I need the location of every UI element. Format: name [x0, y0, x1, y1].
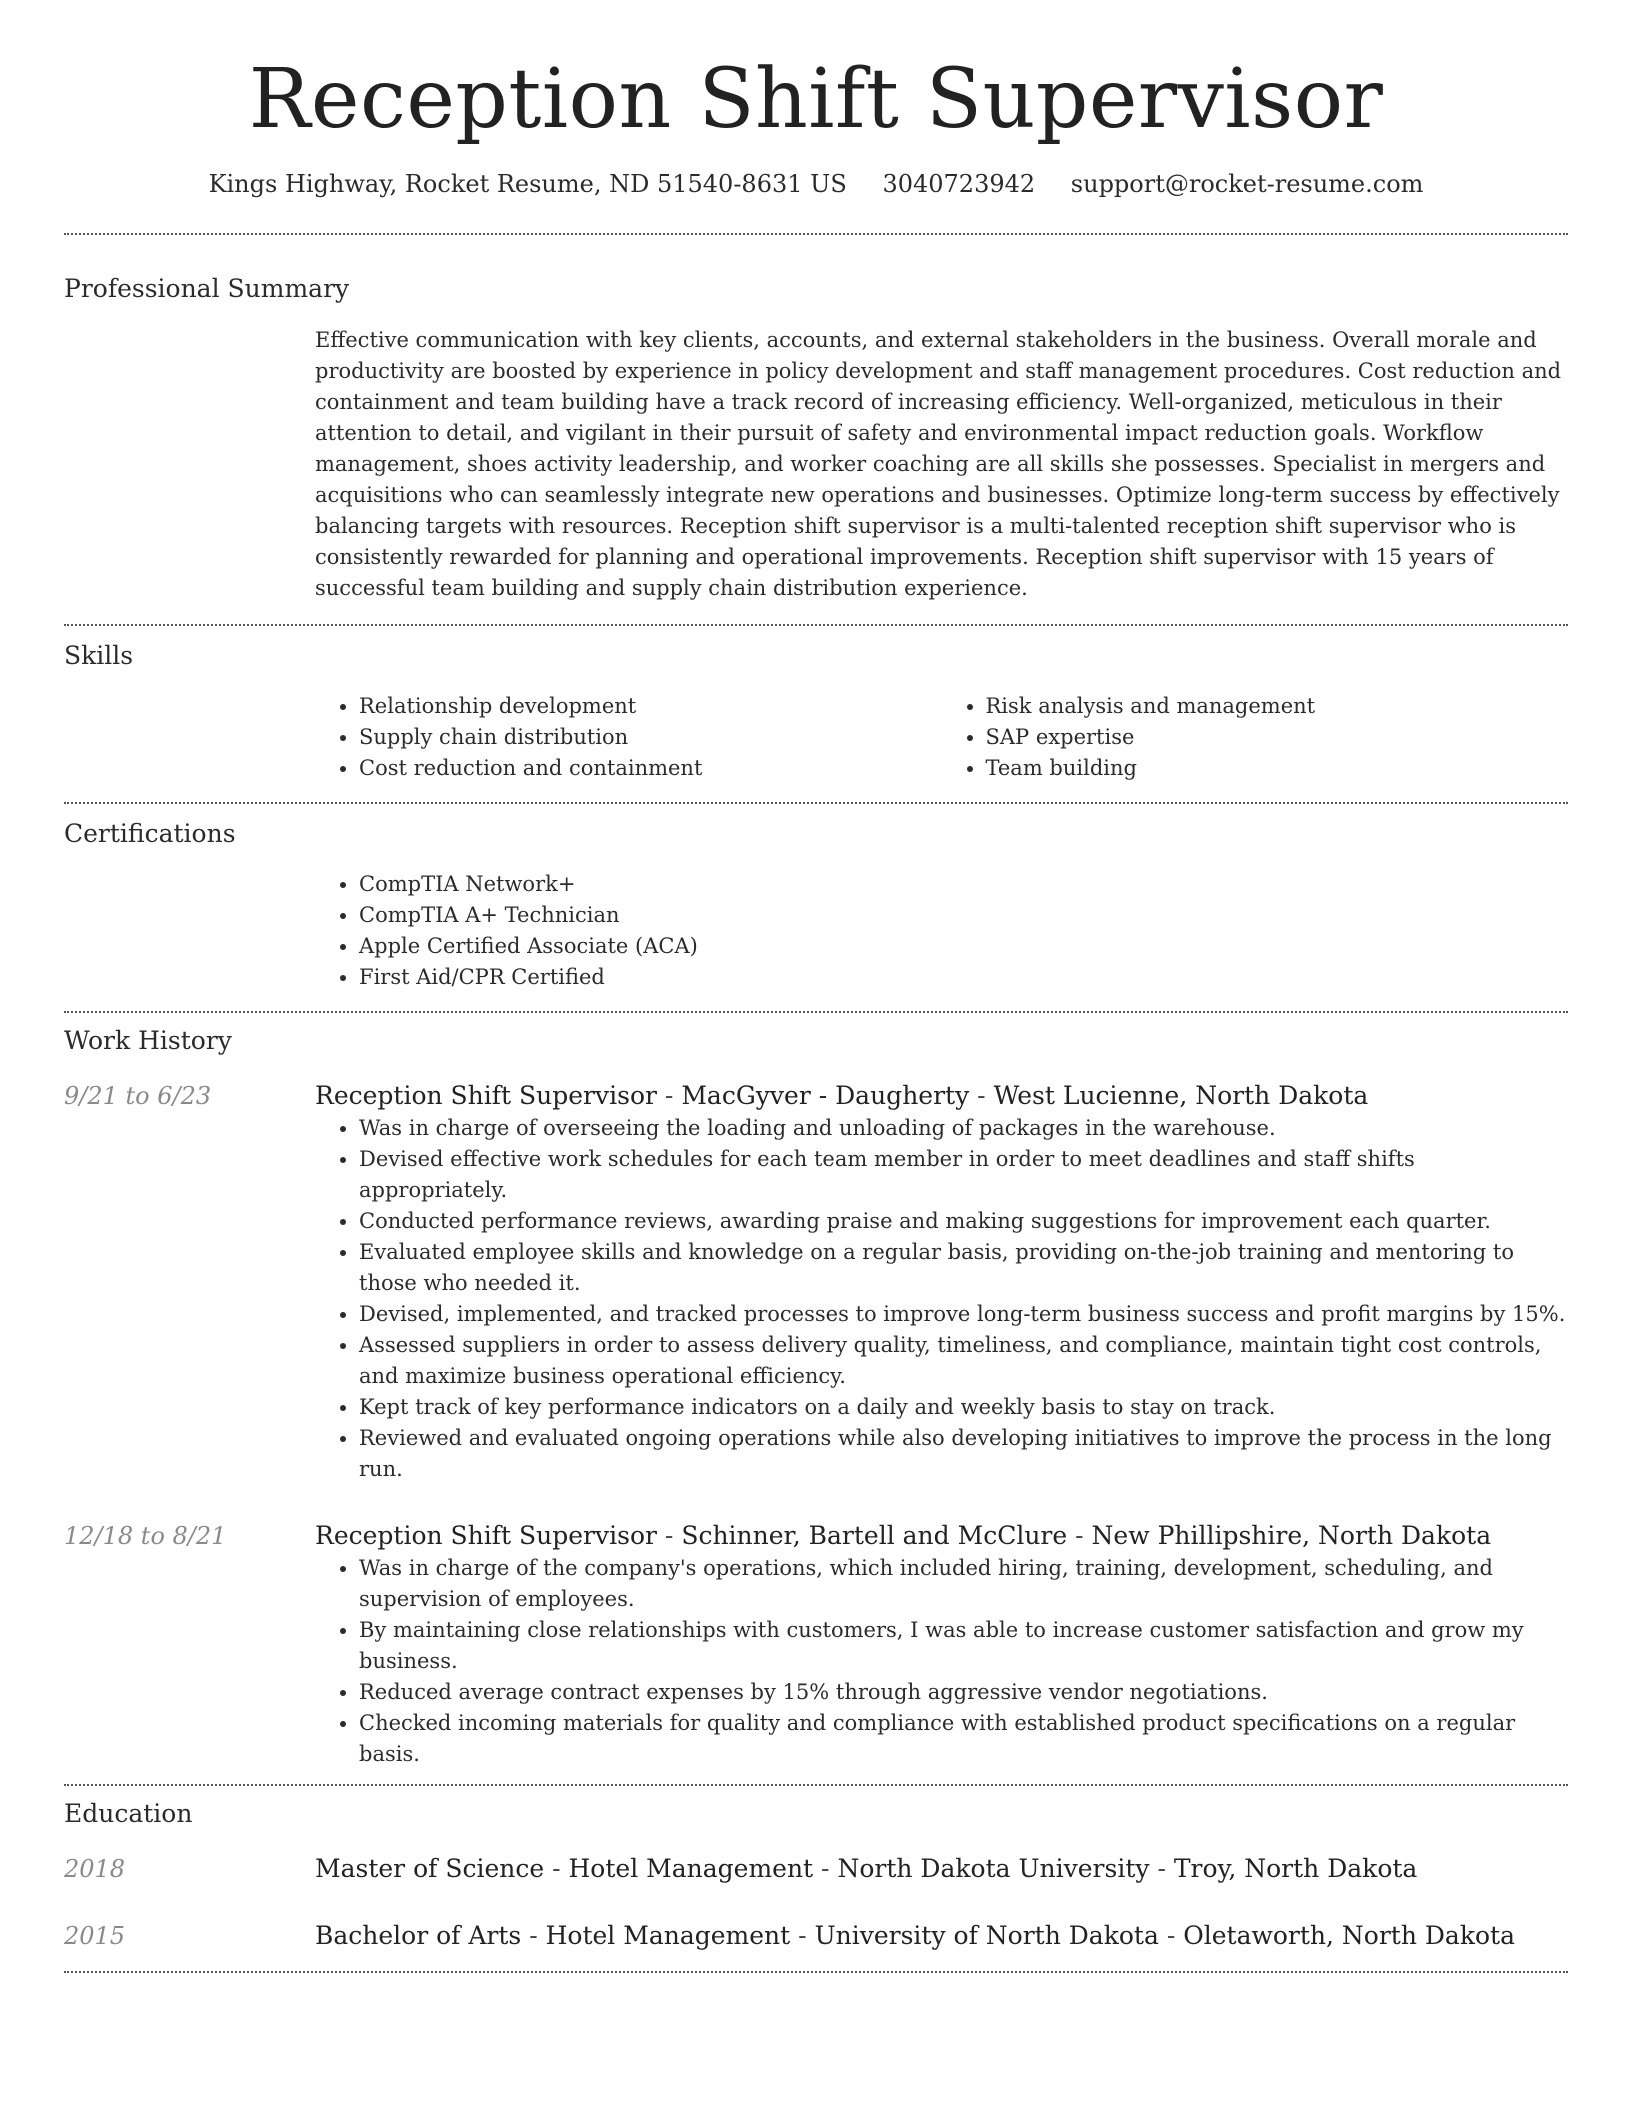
- certification-item: • First Aid/CPR Certified: [359, 962, 1568, 993]
- job-duty: • Devised effective work schedules for each team member in order to meet deadlines and staff shifts appropriately.: [359, 1144, 1568, 1206]
- job-dates: 12/18 to 8/21: [64, 1522, 227, 1550]
- job-heading: Reception Shift Supervisor - MacGyver - Daugherty - West Lucienne, North Dakota: [315, 1081, 1369, 1110]
- job-heading: Reception Shift Supervisor - Schinner, Bartell and McClure - New Phillipshire, North Dakota: [315, 1521, 1492, 1550]
- education-divider: [64, 1971, 1568, 1973]
- job-duties: [315, 1553, 1568, 1770]
- education-school: North Dakota University: [837, 1854, 1150, 1883]
- skills-section: [64, 626, 1568, 802]
- skills-list: [315, 691, 1568, 784]
- job-duty: • Reviewed and evaluated ongoing operations while also developing initiatives to improve the process in the long run.: [359, 1423, 1568, 1485]
- job-duty: • Checked incoming materials for quality and compliance with established product specifications on a regular basis.: [359, 1708, 1568, 1770]
- education-degree: Master of Science: [315, 1854, 545, 1883]
- education-year: 2018: [64, 1855, 126, 1883]
- job-duty: • By maintaining close relationships with customers, I was able to increase customer satisfaction and grow my business.: [359, 1615, 1568, 1677]
- education-school: University of North Dakota: [814, 1921, 1159, 1950]
- job-dates: 9/21 to 6/23: [64, 1082, 212, 1110]
- education-field: Hotel Management: [568, 1854, 814, 1883]
- job-duty: • Was in charge of the company's operations, which included hiring, training, development, scheduling, and supervision of employees.: [359, 1553, 1568, 1615]
- skills-column-2: [942, 691, 1569, 784]
- skill-item: • Supply chain distribution: [359, 722, 942, 753]
- job-location: West Lucienne, North Dakota: [993, 1081, 1369, 1110]
- job-duty: • Was in charge of overseeing the loading and unloading of packages in the warehouse.: [359, 1113, 1568, 1144]
- work-history-title: Work History: [64, 1026, 232, 1055]
- job-entry: [64, 1519, 1568, 1770]
- resume-header: [64, 0, 1568, 200]
- skill-item: • SAP expertise: [986, 722, 1569, 753]
- job-entry: [64, 1079, 1568, 1485]
- certification-item: • CompTIA Network+: [359, 869, 1568, 900]
- job-position: Reception Shift Supervisor: [315, 1521, 657, 1550]
- summary-title: Professional Summary: [64, 274, 350, 303]
- contact-phone: 3040723942: [882, 170, 1036, 198]
- job-location: New Phillipshire, North Dakota: [1091, 1521, 1492, 1550]
- education-title: Education: [64, 1799, 193, 1828]
- job-duty: • Assessed suppliers in order to assess delivery quality, timeliness, and compliance, maintain tight cost controls, and maximize business operational efficiency.: [359, 1330, 1568, 1392]
- skill-item: • Cost reduction and containment: [359, 753, 942, 784]
- job-duty: • Evaluated employee skills and knowledge on a regular basis, providing on-the-job training and mentoring to those who needed it.: [359, 1237, 1568, 1299]
- education-location: Troy, North Dakota: [1173, 1854, 1418, 1883]
- summary-section: [64, 235, 1568, 624]
- education-location: Oletaworth, North Dakota: [1183, 1921, 1515, 1950]
- education-entry: 2018 Master of Science - Hotel Management - North Dakota University - Troy, North Dakota: [64, 1852, 1568, 1886]
- certification-item: • CompTIA A+ Technician: [359, 900, 1568, 931]
- skill-item: • Relationship development: [359, 691, 942, 722]
- job-duty: • Reduced average contract expenses by 15% through aggressive vendor negotiations.: [359, 1677, 1568, 1708]
- job-position: Reception Shift Supervisor: [315, 1081, 657, 1110]
- certifications-title: Certifications: [64, 819, 236, 848]
- education-year: 2015: [64, 1922, 126, 1950]
- skill-item: • Team building: [986, 753, 1569, 784]
- job-duties: [315, 1113, 1568, 1485]
- contact-email: support@rocket-resume.com: [1070, 170, 1424, 198]
- education-section: [64, 1786, 1568, 1971]
- work-history-section: [64, 1013, 1568, 1784]
- job-duty: • Devised, implemented, and tracked processes to improve long-term business success and profit margins by 15%.: [359, 1299, 1568, 1330]
- contact-line: [64, 168, 1568, 200]
- education-degree: Bachelor of Arts: [315, 1921, 522, 1950]
- summary-text: Effective communication with key clients, accounts, and external stakeholders in the business. Overall morale and productivity are boosted by experience in policy development and staff management procedures. Cost reduction and containment and team building have a track record of increasing efficiency. Well-organized, meticulous in their attention to detail, and vigilant in their pursuit of safety and environmental impact reduction goals. Workflow management, shoes activity leadership, and worker coaching are all skills she possesses. Specialist in mergers and acquisitions who can seamlessly integrate new operations and businesses. Optimize long-term success by effectively balancing targets with resources. Reception shift supervisor is a multi-talented reception shift supervisor who is consistently rewarded for planning and operational improvements. Reception shift supervisor with 15 years of successful team building and supply chain distribution experience.: [315, 328, 1562, 600]
- certification-item: • Apple Certified Associate (ACA): [359, 931, 1568, 962]
- job-company: MacGyver - Daugherty: [681, 1081, 970, 1110]
- education-field: Hotel Management: [545, 1921, 791, 1950]
- skills-column-1: [315, 691, 942, 784]
- skill-item: • Risk analysis and management: [986, 691, 1569, 722]
- certifications-section: [64, 804, 1568, 1011]
- candidate-name: Reception Shift Supervisor: [248, 52, 1384, 147]
- job-duty: • Conducted performance reviews, awarding praise and making suggestions for improvement each quarter.: [359, 1206, 1568, 1237]
- skills-title: Skills: [64, 641, 134, 670]
- certifications-list: [315, 869, 1568, 993]
- contact-address: Kings Highway, Rocket Resume, ND 51540-8631 US: [208, 170, 847, 198]
- education-entry: 2015 Bachelor of Arts - Hotel Management - University of North Dakota - Oletaworth, North Dakota: [64, 1919, 1568, 1953]
- job-duty: • Kept track of key performance indicators on a daily and weekly basis to stay on track.: [359, 1392, 1568, 1423]
- job-company: Schinner, Bartell and McClure: [681, 1521, 1068, 1550]
